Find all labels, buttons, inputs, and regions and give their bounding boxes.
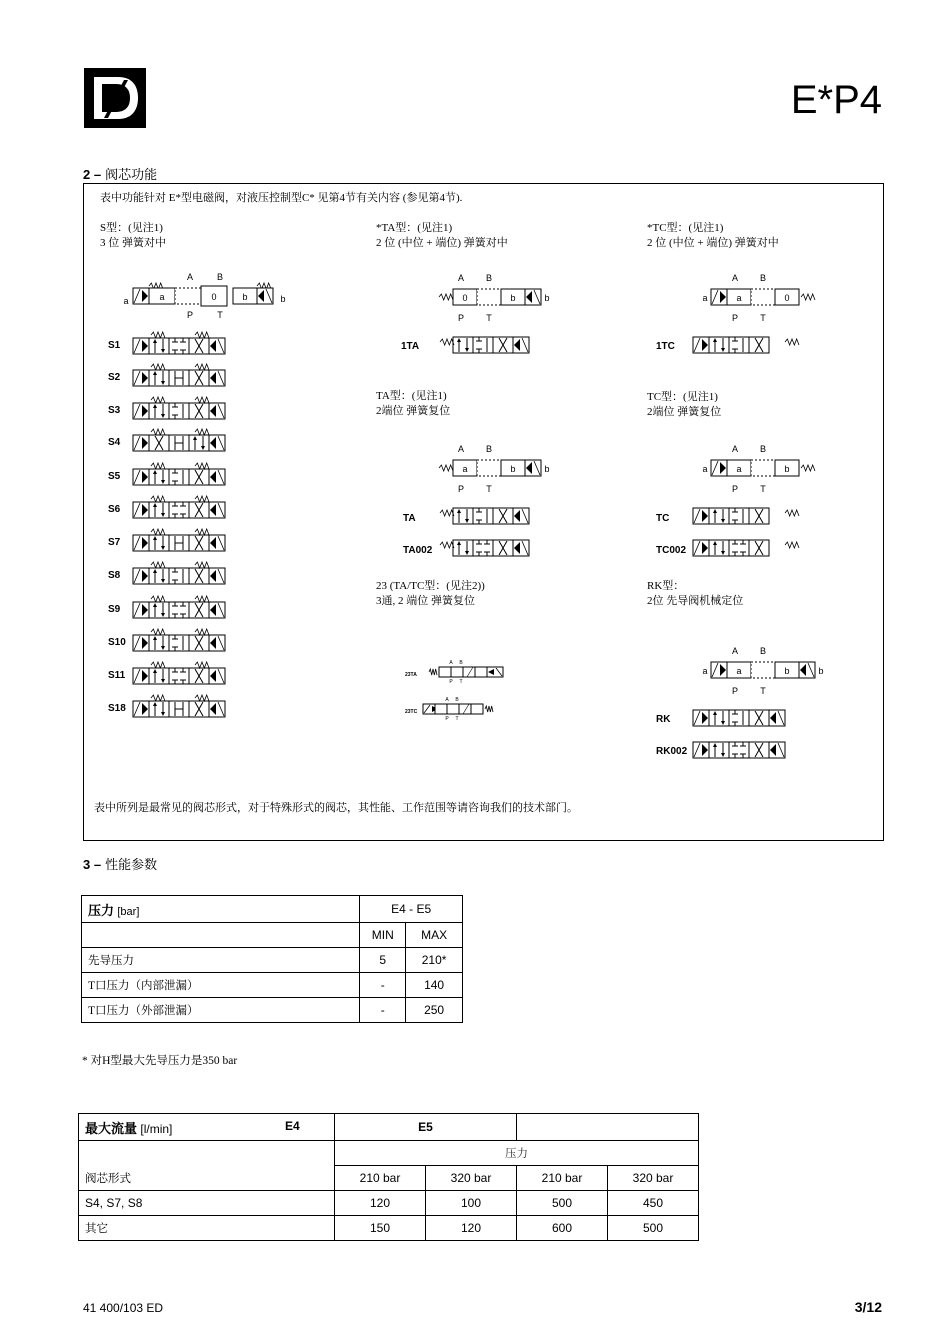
- row-1tc-spring: [785, 339, 799, 345]
- s-row-8-cell-1: [169, 568, 189, 584]
- s-type-subtitle: 3 位 弹簧对中: [100, 237, 166, 249]
- s-row-9-spring-a: [151, 596, 165, 602]
- tc-star-port-t: T: [760, 313, 766, 323]
- flow-pressure-2: 320 bar: [426, 1166, 517, 1191]
- pressure-unit: [bar]: [117, 905, 140, 918]
- s-row-6-spring-b: [195, 496, 209, 502]
- rk-port-p: P: [731, 686, 739, 696]
- tc-star-port-p: P: [731, 313, 739, 323]
- flow-row-value: 500: [517, 1191, 608, 1216]
- flow-row-label: S4, S7, S8: [79, 1191, 335, 1216]
- s-spool-label: S7: [108, 537, 121, 548]
- rk-port-t: T: [760, 686, 766, 696]
- row-1ta-spring: [440, 339, 454, 345]
- pressure-row-label: 先导压力: [82, 948, 360, 973]
- pressure-row-max: 140: [406, 973, 463, 998]
- rk-box-1-text: a: [736, 666, 742, 676]
- ta-star-box-1-text: 0: [462, 293, 468, 303]
- flow-empty-head: [517, 1114, 699, 1141]
- s-spool-label: S4: [108, 437, 121, 448]
- s-row-8-spring-b: [195, 562, 209, 568]
- label-tc002: TC002: [656, 545, 687, 556]
- flow-row-value: 120: [426, 1216, 517, 1241]
- s-spool-label: S6: [108, 504, 121, 515]
- model-title: E*P4: [790, 78, 882, 122]
- row-ta-cell-1: [473, 508, 493, 524]
- type-23-title: 23 (TA/TC型：(见注2)): [376, 580, 485, 592]
- table-row: [82, 948, 463, 973]
- tc-box-1-text: a: [736, 464, 742, 474]
- rk-box-mid: [751, 662, 775, 678]
- s-type-title: S型：(见注1): [100, 222, 163, 234]
- section-2-heading: 阀芯功能: [105, 167, 158, 182]
- ta-star-box-2-text: b: [510, 293, 516, 303]
- ta-sol-b-label: b: [544, 464, 550, 474]
- flow-pressure-3: 210 bar: [517, 1166, 608, 1191]
- section-3-heading: 性能参数: [105, 857, 158, 872]
- flow-pressure-4: 320 bar: [608, 1166, 699, 1191]
- table-row: [79, 1216, 699, 1241]
- s-port-a: A: [186, 272, 194, 282]
- tc-sol-a-label: a: [702, 464, 708, 474]
- s-port-p: P: [186, 310, 194, 320]
- tc-subtitle: 2端位 弹簧复位: [647, 406, 722, 418]
- section-3-title: [83, 854, 157, 873]
- row-tc002-cell-0: [709, 540, 729, 556]
- s-spool-label: S8: [108, 570, 121, 581]
- doc-number: 41 400/103 ED: [83, 1301, 164, 1315]
- ta-box-1-text: a: [462, 464, 468, 474]
- label-tc: TC: [656, 513, 670, 524]
- tiny-23ta-cell-0: [439, 667, 451, 677]
- s-row-7-spring-a: [151, 529, 165, 535]
- ta-star-port-a: A: [457, 273, 465, 283]
- flow-empty-cell: [79, 1141, 335, 1166]
- row-ta002-spring: [440, 542, 454, 548]
- label-ta002: TA002: [403, 545, 433, 556]
- flow-e4: E4: [285, 1119, 300, 1133]
- page-number: 3/12: [854, 1299, 882, 1315]
- s-row-1-spring-a: [151, 332, 165, 338]
- tc-port-a: A: [731, 444, 739, 454]
- pressure-row-min: -: [360, 973, 406, 998]
- ta-box-mid: [477, 460, 501, 476]
- s-row-3-spring-a: [151, 397, 165, 403]
- tiny-23tc-cell-2: [459, 704, 471, 714]
- s-row-5-spring-b: [195, 463, 209, 469]
- tiny-23ta-spring: [429, 669, 437, 675]
- tiny-23ta-b: B: [459, 660, 463, 666]
- s-spool-label: S1: [108, 340, 121, 351]
- row-tc002-spring: [785, 542, 799, 548]
- pressure-head-cell: [82, 896, 360, 923]
- spool-note: 表中所列是最常见的阀芯形式，对于特殊形式的阀芯，其性能、工作范围等请咨询我们的技术部门。: [94, 802, 578, 814]
- flow-table: [78, 1113, 699, 1241]
- s-row-11-spring-a: [151, 662, 165, 668]
- s-row-12-cell-0: [149, 701, 169, 717]
- label-ta: TA: [403, 513, 416, 524]
- s-spool-label: S2: [108, 372, 121, 383]
- ta-subtitle: 2端位 弹簧复位: [376, 405, 451, 417]
- tc-star-port-b: B: [759, 273, 767, 283]
- row-rk-cell-1: [729, 710, 749, 726]
- flow-row-label: 其它: [79, 1216, 335, 1241]
- pressure-row-label: T口压力（内部泄漏）: [82, 973, 360, 998]
- label-1tc: 1TC: [656, 341, 675, 352]
- pressure-empty-cell: [82, 923, 360, 948]
- flow-row-value: 500: [608, 1216, 699, 1241]
- s-row-4-cell-2: [189, 435, 209, 451]
- row-rk-cell-0: [709, 710, 729, 726]
- s-row-8-spring-a: [151, 562, 165, 568]
- s-row-9-spring-b: [195, 596, 209, 602]
- tiny-23tc-a: A: [445, 697, 449, 703]
- row-tc-spring: [785, 510, 799, 516]
- s-row-5-cell-0: [149, 469, 169, 485]
- s-spool-label: S3: [108, 405, 121, 416]
- pressure-min-head: MIN: [360, 923, 406, 948]
- table-row: [79, 1191, 699, 1216]
- tiny-23ta-p: P: [449, 679, 453, 685]
- s-port-b: B: [216, 272, 224, 282]
- row-rk002-cell-0: [709, 742, 729, 758]
- label-23ta: 23TA: [405, 672, 417, 678]
- s-row-12-spring-a: [151, 695, 165, 701]
- ta-box-2-text: b: [510, 464, 516, 474]
- flow-pressure-1: 210 bar: [335, 1166, 426, 1191]
- row-tc002-cell-1: [729, 540, 749, 556]
- label-1ta: 1TA: [401, 341, 420, 352]
- s-row-10-cell-1: [169, 635, 189, 651]
- flow-head-cell: [79, 1114, 335, 1141]
- s-row-11-spring-b: [195, 662, 209, 668]
- flow-spool-label: 阀芯形式: [79, 1166, 335, 1191]
- s-main-b-text: b: [242, 292, 248, 302]
- flow-head: 最大流量: [85, 1120, 138, 1136]
- tiny-23tc-cell-3: [471, 704, 483, 714]
- s-spool-label: S10: [108, 637, 126, 648]
- row-1ta-cell-0: [453, 337, 473, 353]
- section-3-number: 3 –: [83, 857, 102, 872]
- tc-star-sol-a-label: a: [702, 293, 708, 303]
- ta-spring-a: [439, 465, 453, 471]
- s-row-7-spring-b: [195, 529, 209, 535]
- ta-star-port-t: T: [486, 313, 492, 323]
- tc-spring-b: [801, 465, 815, 471]
- ta-star-spring-a: [439, 294, 453, 300]
- pressure-table: [81, 895, 463, 1023]
- row-ta-cell-0: [453, 508, 473, 524]
- rk-box-2-text: b: [784, 666, 790, 676]
- s-row-6-cell-1: [169, 502, 189, 518]
- rk-title: RK型：: [647, 580, 685, 592]
- row-ta-spring: [440, 510, 454, 516]
- tc-box-mid: [751, 460, 775, 476]
- rk-subtitle: 2位 先导阀机械定位: [647, 595, 744, 607]
- tc-star-box-2-text: 0: [784, 293, 790, 303]
- pressure-max-head: MAX: [406, 923, 463, 948]
- ta-star-box-mid: [477, 289, 501, 305]
- row-tc-cell-1: [729, 508, 749, 524]
- ta-port-b: B: [485, 444, 493, 454]
- label-23tc: 23TC: [405, 709, 418, 715]
- s-row-1-cell-0: [149, 338, 169, 354]
- s-spool-label: S11: [108, 670, 126, 681]
- tiny-23ta-t: T: [459, 679, 463, 685]
- tc-port-b: B: [759, 444, 767, 454]
- pressure-row-label: T口压力（外部泄漏）: [82, 998, 360, 1023]
- flow-unit: [l/min]: [140, 1121, 173, 1136]
- ta-star-sol-b-label: b: [544, 293, 550, 303]
- s-row-4-spring-a: [151, 429, 165, 435]
- s-row-3-cell-0: [149, 403, 169, 419]
- s-main-a-text: a: [159, 292, 165, 302]
- s-spool-label: S18: [108, 703, 126, 714]
- tiny-23tc-t: T: [455, 716, 459, 722]
- tc-star-box-1-text: a: [736, 293, 742, 303]
- tiny-23tc-b: B: [455, 697, 459, 703]
- ta-port-p: P: [457, 484, 465, 494]
- intro-text: 表中功能针对 E*型电磁阀，对液压控制型C* 见第4节有关内容 (参见第4节).: [100, 192, 463, 204]
- row-tc-cell-0: [709, 508, 729, 524]
- tiny-23tc-cell-0: [435, 704, 447, 714]
- s-row-2-spring-b: [195, 364, 209, 370]
- s-row-6-spring-a: [151, 496, 165, 502]
- tc-star-subtitle: 2 位 (中位 + 端位) 弹簧对中: [647, 237, 779, 249]
- tiny-23tc-cell-1: [447, 704, 459, 714]
- s-spool-label: S9: [108, 604, 121, 615]
- s-row-6-cell-0: [149, 502, 169, 518]
- ta-port-t: T: [486, 484, 492, 494]
- table-row: [82, 998, 463, 1023]
- row-ta002-cell-0: [453, 540, 473, 556]
- ta-port-a: A: [457, 444, 465, 454]
- tiny-23tc-p: P: [445, 716, 449, 722]
- tiny-23ta-a: A: [449, 660, 453, 666]
- tiny-23ta-cell-1: [451, 667, 463, 677]
- tc-star-spring-b: [801, 294, 815, 300]
- flow-pressure-label: 压力: [335, 1141, 699, 1166]
- pressure-row-min: -: [360, 998, 406, 1023]
- s-row-5-spring-a: [151, 463, 165, 469]
- row-1ta-cell-1: [473, 337, 493, 353]
- s-row-4-spring-b: [195, 429, 209, 435]
- s-row-9-cell-1: [169, 602, 189, 618]
- rk-port-b: B: [759, 646, 767, 656]
- tiny-23tc-spring-r: [485, 706, 493, 712]
- s-row-1-cell-1: [169, 338, 189, 354]
- rk-sol-b-label: b: [818, 666, 824, 676]
- row-rk002-cell-1: [729, 742, 749, 758]
- s-row-10-cell-0: [149, 635, 169, 651]
- s-row-10-spring-b: [195, 629, 209, 635]
- s-row-2-cell-0: [149, 370, 169, 386]
- s-row-1-spring-b: [195, 332, 209, 338]
- ta-title: TA型：(见注1): [376, 390, 447, 402]
- flow-e5: E5: [335, 1114, 517, 1141]
- s-row-10-spring-a: [151, 629, 165, 635]
- tc-star-title: *TC型：(见注1): [647, 222, 724, 234]
- s-row-2-spring-a: [151, 364, 165, 370]
- table-row: [82, 973, 463, 998]
- s-row-3-spring-b: [195, 397, 209, 403]
- section-2-number: 2 –: [83, 167, 102, 182]
- tc-star-box-mid: [751, 289, 775, 305]
- s-row-9-cell-0: [149, 602, 169, 618]
- rk-sol-a-label: a: [702, 666, 708, 676]
- s-main-0-text: 0: [211, 292, 217, 302]
- label-rk002: RK002: [656, 746, 688, 757]
- pressure-row-max: 250: [406, 998, 463, 1023]
- pressure-footnote: * 对H型最大先导压力是350 bar: [82, 1055, 238, 1067]
- pressure-head: 压力: [88, 902, 115, 918]
- ta-star-subtitle: 2 位 (中位 + 端位) 弹簧对中: [376, 237, 508, 249]
- s-row-3-cell-1: [169, 403, 189, 419]
- s-row-5-cell-1: [169, 469, 189, 485]
- s-spool-label: S5: [108, 471, 121, 482]
- pressure-model: E4 - E5: [360, 896, 463, 923]
- tc-star-port-a: A: [731, 273, 739, 283]
- pressure-row-max: 210*: [406, 948, 463, 973]
- tiny-23ta-cell-3: [475, 667, 487, 677]
- s-row-7-cell-0: [149, 535, 169, 551]
- row-1tc-cell-1: [729, 337, 749, 353]
- flow-row-value: 450: [608, 1191, 699, 1216]
- s-row-12-spring-b: [195, 695, 209, 701]
- tc-box-2-text: b: [784, 464, 790, 474]
- s-row-11-cell-1: [169, 668, 189, 684]
- tiny-23ta-cell-2: [463, 667, 475, 677]
- ta-star-port-p: P: [457, 313, 465, 323]
- tc-port-p: P: [731, 484, 739, 494]
- type-23-subtitle: 3通, 2 端位 弹簧复位: [376, 595, 475, 607]
- flow-row-value: 150: [335, 1216, 426, 1241]
- rk-port-a: A: [731, 646, 739, 656]
- s-sol-a-label: a: [123, 296, 129, 306]
- s-row-8-cell-0: [149, 568, 169, 584]
- ta-star-port-b: B: [485, 273, 493, 283]
- label-rk: RK: [656, 714, 671, 725]
- tc-title: TC型：(见注1): [647, 391, 718, 403]
- row-ta002-cell-1: [473, 540, 493, 556]
- flow-row-value: 100: [426, 1191, 517, 1216]
- flow-row-value: 120: [335, 1191, 426, 1216]
- tc-port-t: T: [760, 484, 766, 494]
- ta-star-title: *TA型：(见注1): [376, 222, 453, 234]
- pressure-row-min: 5: [360, 948, 406, 973]
- row-1tc-cell-0: [709, 337, 729, 353]
- s-port-t: T: [217, 310, 223, 320]
- s-row-11-cell-0: [149, 668, 169, 684]
- flow-row-value: 600: [517, 1216, 608, 1241]
- s-sol-b-label: b: [280, 294, 286, 304]
